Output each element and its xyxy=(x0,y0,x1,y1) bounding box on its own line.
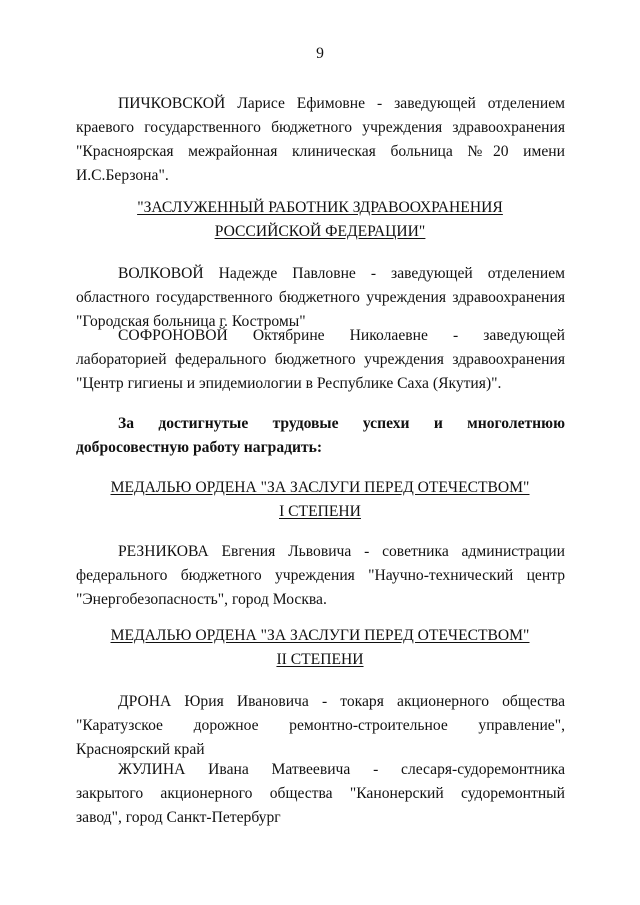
text-line: СОФРОНОВОЙ Октябрине Николаевне - заведующей xyxy=(118,327,565,344)
text-line: лабораторией федерального бюджетного учреждения здравоохранения xyxy=(76,351,565,368)
text-line: ЖУЛИНА Ивана Матвеевича - слесаря-судоремонтника xyxy=(118,761,565,778)
award-entry-zhulin xyxy=(76,758,565,830)
award-entry-dron xyxy=(76,690,565,762)
text-line: За достигнутые трудовые успехи и многолетнюю xyxy=(118,415,565,432)
text-line: ДРОНА Юрия Ивановича - токаря акционерного общества xyxy=(118,693,565,710)
section-heading-medal-second-degree xyxy=(60,624,580,672)
text-line: областного государственного бюджетного учреждения здравоохранения xyxy=(76,289,565,306)
heading-line: РОССИЙСКОЙ ФЕДЕРАЦИИ" xyxy=(214,223,426,240)
text-line: ВОЛКОВОЙ Надежде Павловне - заведующей отделением xyxy=(118,265,565,282)
heading-line: II СТЕПЕНИ xyxy=(276,651,364,668)
text-line: "Городская больница г. Костромы" xyxy=(76,313,306,330)
text-line: "Красноярская межрайонная клиническая больница №20 имени xyxy=(76,143,565,160)
text-line: "Энергобезопасность", город Москва. xyxy=(76,591,327,608)
heading-line: МЕДАЛЬЮ ОРДЕНА "ЗА ЗАСЛУГИ ПЕРЕД ОТЕЧЕСТВОМ" xyxy=(110,627,530,644)
text-line: Красноярский край xyxy=(76,741,205,758)
text-line: федерального бюджетного учреждения "Научно-технический центр xyxy=(76,567,565,584)
text-line: краевого государственного бюджетного учреждения здравоохранения xyxy=(76,119,565,136)
text-line: завод", город Санкт-Петербург xyxy=(76,809,281,826)
heading-line: I СТЕПЕНИ xyxy=(279,503,361,520)
page-number: 9 xyxy=(316,45,324,62)
award-entry-pichkovskaya xyxy=(76,92,565,188)
text-line: добросовестную работу наградить: xyxy=(76,439,323,456)
award-entry-reznikov xyxy=(76,540,565,612)
section-heading-medal-first-degree xyxy=(60,476,580,524)
award-entry-sofronova xyxy=(76,324,565,396)
text-line: "Центр гигиены и эпидемиологии в Республике Саха (Якутия)". xyxy=(76,375,502,392)
heading-line: МЕДАЛЬЮ ОРДЕНА "ЗА ЗАСЛУГИ ПЕРЕД ОТЕЧЕСТВОМ" xyxy=(110,479,530,496)
text-line: "Каратузское дорожное ремонтно-строительное управление", xyxy=(76,717,565,734)
heading-line: "ЗАСЛУЖЕННЫЙ РАБОТНИК ЗДРАВООХРАНЕНИЯ xyxy=(137,199,503,216)
text-line: закрытого акционерного общества "Канонерский судоремонтный xyxy=(76,785,565,802)
section-heading-honored-worker xyxy=(60,196,580,244)
award-intro xyxy=(76,412,565,460)
text-line: И.С.Берзона". xyxy=(76,167,169,184)
text-line: РЕЗНИКОВА Евгения Львовича - советника администрации xyxy=(118,543,565,560)
text-line: ПИЧКОВСКОЙ Ларисе Ефимовне - заведующей отделением xyxy=(118,95,565,112)
